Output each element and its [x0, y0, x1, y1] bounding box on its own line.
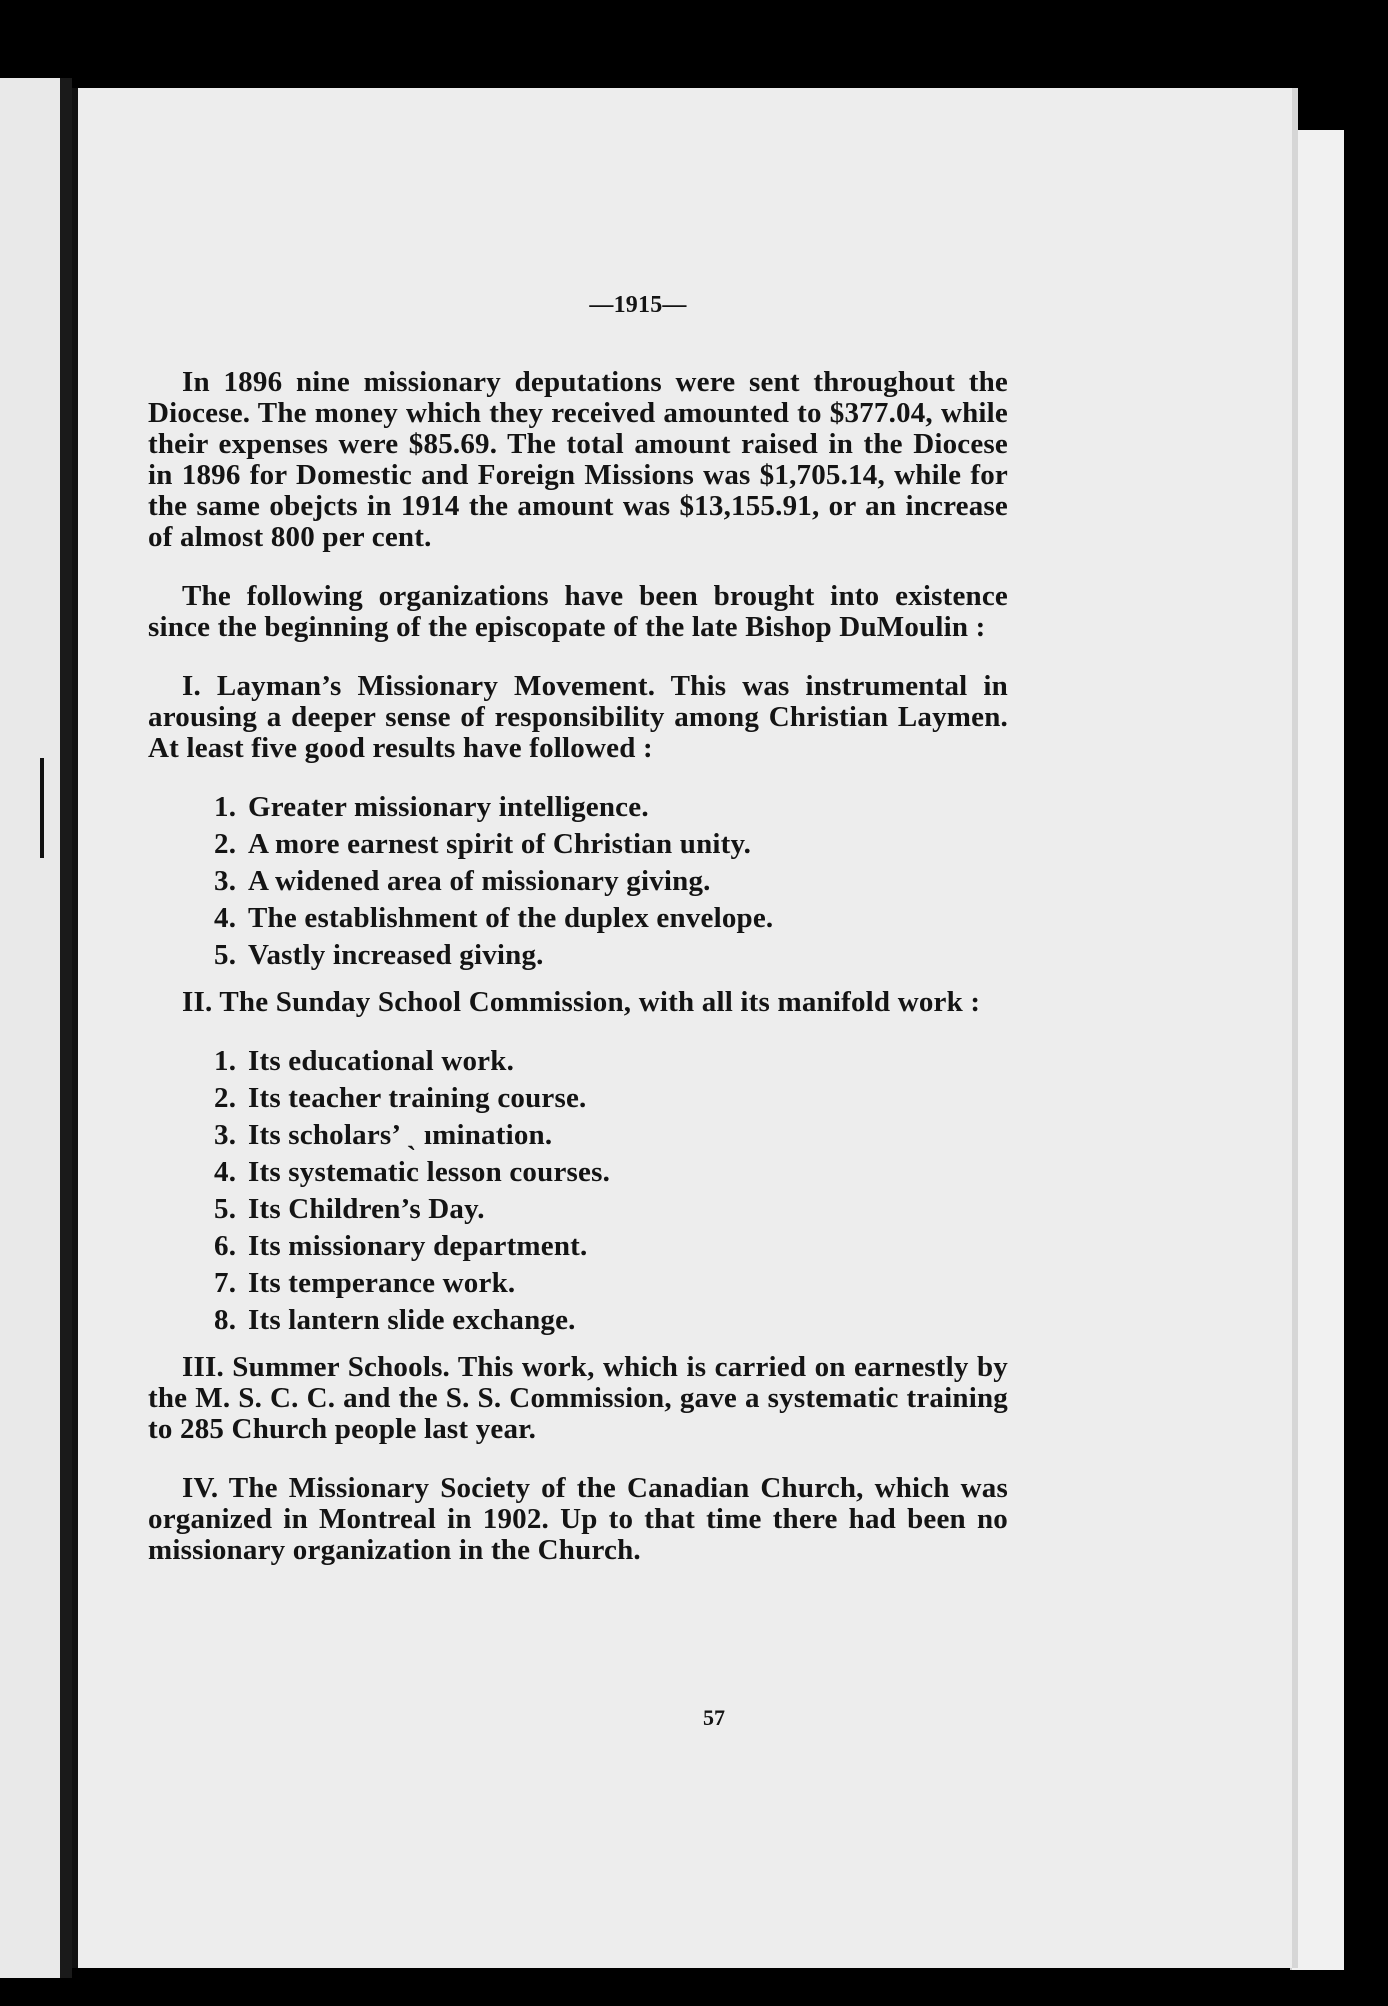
list-item: 8. Its lantern slide exchange. [214, 1304, 576, 1336]
next-page-edge [1290, 130, 1344, 1970]
page-header: —1915— [589, 292, 687, 318]
paragraph-laymen-movement: I. Layman’s Missionary Movement. This was instrumental in arousing a deeper sense of responsibility among Christian Laymen. At least five good results have followed : [148, 670, 1008, 764]
results-list [148, 792, 1008, 971]
list-item: 7. Its temperance work. [214, 1267, 516, 1299]
list-item: 1. Greater missionary intelligence. [214, 791, 649, 823]
sunday-school-list [148, 1046, 1008, 1336]
list-item: 2. A more earnest spirit of Christian unity. [214, 828, 752, 860]
paragraph-funds: In 1896 nine missionary deputations were sent throughout the Diocese. The money which they received amounted to $377.04, while their expenses were $85.69. The total amount raised in the Diocese in 1896 for Domestic and Foreign Missions was $1,705.14, while for the same obejcts in 1914 the amount was $13,155.91, or an increase of almost 800 per cent. [148, 366, 1008, 553]
list-item: 1. Its educational work. [214, 1045, 515, 1077]
previous-page-edge [0, 78, 72, 1978]
list-item: 3. A widened area of missionary giving. [214, 865, 711, 897]
paragraph-missionary-society: IV. The Missionary Society of the Canadian Church, which was organized in Montreal in 1902. Up to that time there had been no missionary organization in the Church. [148, 1472, 1008, 1566]
list-item: 4. Its systematic lesson courses. [214, 1156, 611, 1188]
page-number: 57 [703, 1705, 725, 1730]
paragraph-sunday-school: II. The Sunday School Commission, with all its manifold work : [182, 986, 981, 1018]
list-item: 3. Its scholars’ ˎ ımination. [214, 1119, 553, 1151]
list-item: 5. Vastly increased giving. [214, 939, 544, 971]
list-item: 4. The establishment of the duplex envelope. [214, 902, 774, 934]
list-item: 2. Its teacher training course. [214, 1082, 587, 1114]
paragraph-summer-schools: III. Summer Schools. This work, which is carried on earnestly by the M. S. C. C. and the S. S. Commission, gave a systematic training to 285 Church people last year. [148, 1351, 1008, 1445]
binding-mark [40, 758, 54, 858]
previous-page-sliver [0, 78, 60, 1978]
list-item: 6. Its missionary department. [214, 1230, 588, 1262]
list-item: 5. Its Children’s Day. [214, 1193, 485, 1225]
page-text [148, 290, 1008, 1594]
paragraph-organizations: The following organizations have been brought into existence since the beginning of the episcopate of the late Bishop DuMoulin : [148, 580, 1008, 643]
